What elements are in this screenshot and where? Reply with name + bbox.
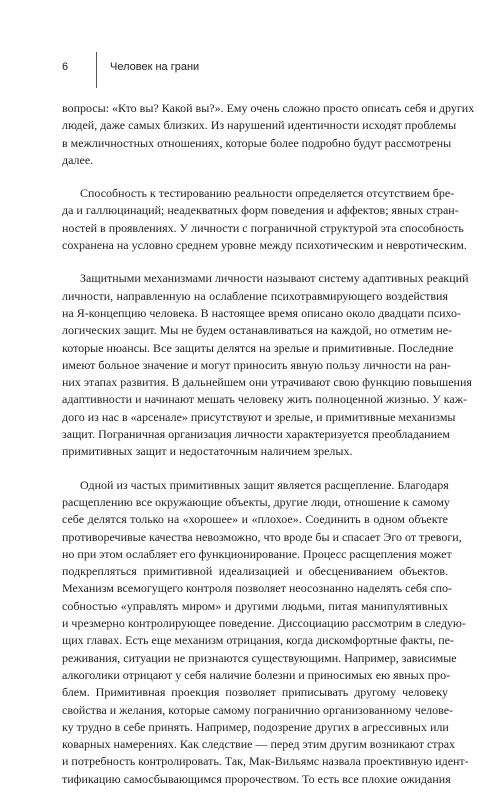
text-line: Защитными механизмами личности называют систему адаптивных реакций: [80, 271, 469, 286]
text-line: далее.: [62, 152, 94, 167]
body-text: [62, 100, 475, 804]
paragraph: [62, 185, 467, 254]
paragraph: [62, 477, 469, 788]
text-line: логических защит. Мы не будем останавливаться на каждой, но отметим не-: [62, 323, 453, 338]
text-line: противоречивые качества невозможно, что вроде бы и спасает Эго от тревоги,: [62, 529, 462, 544]
text-line: коварных намерениях. Как следствие — перед этим другим возникают страх: [62, 737, 456, 752]
text-line: Механизм всемогущего контроля позволяет неосознанно наделять себя спо-: [62, 581, 452, 596]
text-line: сохранена на условно среднем уровне между психотическим и невротическим.: [62, 238, 467, 253]
text-line: личности, направленную на ослабление психотравмирующего воздействия: [62, 288, 448, 303]
text-line: Одной из частых примитивных защит является расщепление. Благодаря: [80, 477, 449, 492]
text-line: ностей в проявлениях. У личности с пограничной структурой эта способность: [62, 220, 464, 235]
text-line: свойства и желания, которые самому пограничнио организованному челове-: [62, 702, 454, 717]
text-line: да и галлюцинаций; неадекватных форм поведения и аффектов; явных стран-: [62, 203, 459, 218]
text-line: подкрепляться примитивной идеализацией и обесцениванием объектов.: [62, 564, 448, 579]
text-line: реживания, ситуации не признаются существующими. Например, зависимые: [62, 650, 457, 665]
text-line: и потребность контролировать. Так, Мак-Вильямс назвала проективную идент-: [62, 754, 469, 769]
text-line: имеют больное значение и могут приносить явную пользу личности на ран-: [62, 357, 451, 372]
text-line: которые нюансы. Все защиты делятся на зрелые и примитивные. Последние: [62, 340, 454, 355]
text-line: дого из нас в «арсенале» присутствуют и зрелые, и примитивные механизмы: [62, 409, 456, 424]
text-line: них этапах развития. В дальнейшем они утрачивают свою функцию повышения: [62, 375, 472, 390]
page-header: [62, 52, 442, 92]
text-line: в межличностных отношениях, которые более подробно будут рассмотрены: [62, 135, 452, 150]
text-line: примитивных защит и недостаточным наличием зрелых.: [62, 444, 353, 459]
header-divider: [96, 52, 97, 88]
text-line: вопросы: «Кто вы? Какой вы?». Ему очень сложно просто описать себя и других: [62, 101, 475, 115]
text-line: собностью «управлять миром» и другими людьми, питая манипулятивных: [62, 598, 448, 613]
text-line: защит. Пограничная организация личности характеризуется преобладанием: [62, 427, 450, 442]
paragraph: [62, 100, 475, 169]
text-line: тификацию самосбывающимся пророчеством. То есть все плохие ожидания: [62, 771, 451, 786]
text-line: Способность к тестированию реальности определяется отсутствием бре-: [80, 186, 455, 201]
text-line: но при этом ослабляет его функционирование. Процесс расщепления может: [62, 546, 452, 561]
text-line: алкоголики отрицают у себя наличие болезни и приносимых ею явных про-: [62, 667, 451, 682]
text-line: расщеплению все окружающие объекты, другие люди, отношение к самому: [62, 494, 450, 509]
text-line: блем. Примитивная проекция позволяет приписывать другому человеку: [62, 685, 448, 700]
text-line: на Я-концепцию человека. В настоящее время описано около двадцати психо-: [62, 305, 462, 320]
text-line: ку трудно в себе принять. Например, подозрение других в агрессивных или: [62, 719, 449, 734]
text-line: и чрезмерно контролирующее поведение. Диссоциацию рассмотрим в следую-: [62, 616, 466, 631]
page-number: 6: [62, 61, 69, 73]
running-title: Человек на грани: [110, 61, 200, 73]
text-line: себе делятся только на «хорошее» и «плохое». Соединить в одном объекте: [62, 512, 448, 527]
text-line: людей, даже самых близких. Из нарушений идентичности исходят проблемы: [62, 118, 457, 133]
paragraph: [62, 270, 472, 460]
text-line: щих главах. Есть еще механизм отрицания, когда дискомфортные факты, пе-: [62, 633, 455, 648]
text-line: адаптивности и начинают мешать человеку жить полноценной жизнью. У каж-: [62, 392, 468, 407]
